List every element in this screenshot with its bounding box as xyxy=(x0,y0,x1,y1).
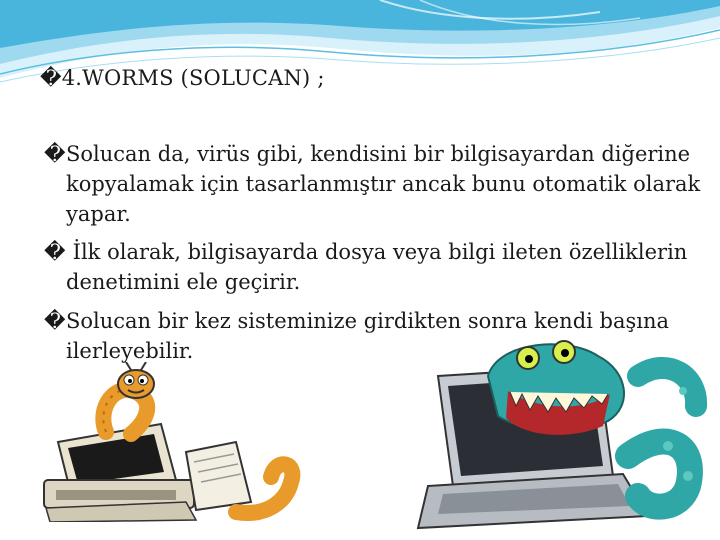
bullet-marker: � xyxy=(44,240,66,264)
bullet-item xyxy=(44,237,706,297)
worm-computer-image xyxy=(36,362,326,522)
bullet-text: İlk olarak, bilgisayarda dosya veya bilgi ileten özelliklerin denetimini ele geçirir. xyxy=(66,240,688,294)
monster-laptop-image xyxy=(398,336,716,532)
slide-title xyxy=(40,66,325,90)
title-text: 4.WORMS (SOLUCAN) ; xyxy=(61,66,325,90)
title-bullet-marker: � xyxy=(40,66,62,90)
bullet-text: Solucan da, virüs gibi, kendisini bir bilgisayardan diğerine kopyalamak için tasarlanmıştır ancak bunu otomatik olarak yapar. xyxy=(66,142,701,226)
bullet-marker: � xyxy=(44,309,66,333)
bullet-marker: � xyxy=(44,142,66,166)
bullet-item xyxy=(44,139,706,229)
bullet-text: Solucan bir kez sisteminize girdikten sonra kendi başına ilerleyebilir. xyxy=(66,309,670,363)
